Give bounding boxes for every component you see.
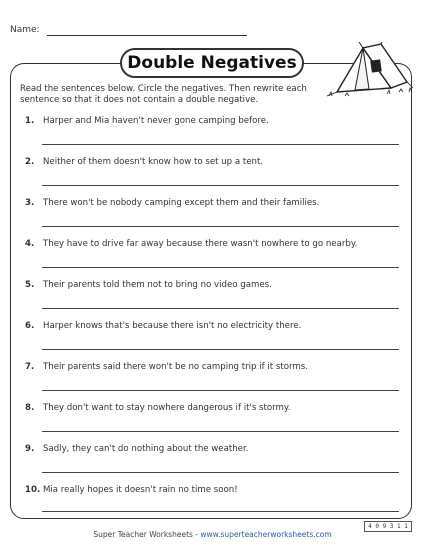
tent-icon [325,42,415,100]
item-number: 3. [25,198,35,208]
item-text: Mia really hopes it doesn't rain no time soon! [43,485,238,495]
item-number: 1. [25,116,35,126]
answer-line [42,431,399,432]
item-text: They don't want to stay nowhere dangerous if it's stormy. [43,403,291,413]
list-item [25,403,405,413]
list-item [25,362,405,372]
item-number: 4. [25,239,35,249]
item-number: 5. [25,280,35,290]
name-label: Name: [10,25,40,35]
list-item [25,444,405,454]
footer-brand: Super Teacher Worksheets [93,530,193,539]
list-item [25,280,405,290]
item-text: Their parents said there won't be no camping trip if it storms. [43,362,308,372]
item-text: Neither of them doesn't know how to set up a tent. [43,157,264,167]
item-text: There won't be nobody camping except them and their families. [43,198,320,208]
item-number: 9. [25,444,35,454]
list-item [25,157,405,167]
answer-line [42,267,399,268]
item-text: Sadly, they can't do nothing about the weather. [43,444,249,454]
item-number: 6. [25,321,35,331]
footer-separator: - [192,530,201,539]
item-number: 10. [25,485,41,495]
item-text: They have to drive far away because there wasn't nowhere to go nearby. [43,239,358,249]
list-item [25,239,405,249]
answer-line [42,472,399,473]
list-item [25,321,405,331]
item-number: 8. [25,403,35,413]
answer-line [42,144,399,145]
list-item [25,485,405,495]
footer-url-link[interactable]: www.superteacherworksheets.com [200,530,332,539]
item-text: Their parents told them not to bring no video games. [43,280,272,290]
name-line [47,35,247,36]
item-number: 7. [25,362,35,372]
item-number: 2. [25,157,35,167]
list-item [25,198,405,208]
answer-line [42,308,399,309]
item-text: Harper knows that's because there isn't no electricity there. [43,321,302,331]
answer-line [42,511,399,512]
answer-line [42,390,399,391]
answer-line [42,185,399,186]
list-item [25,116,405,126]
directions-text: Read the sentences below. Circle the negatives. Then rewrite each sentence so that it does not contain a double negative. [20,84,307,105]
worksheet-title: Double Negatives [120,48,304,78]
answer-line [42,226,399,227]
item-text: Harper and Mia haven't never gone camping before. [43,116,269,126]
answer-line [42,349,399,350]
footer [0,530,425,539]
worksheet-code: 4 0 9 3 1 1 [364,521,412,532]
